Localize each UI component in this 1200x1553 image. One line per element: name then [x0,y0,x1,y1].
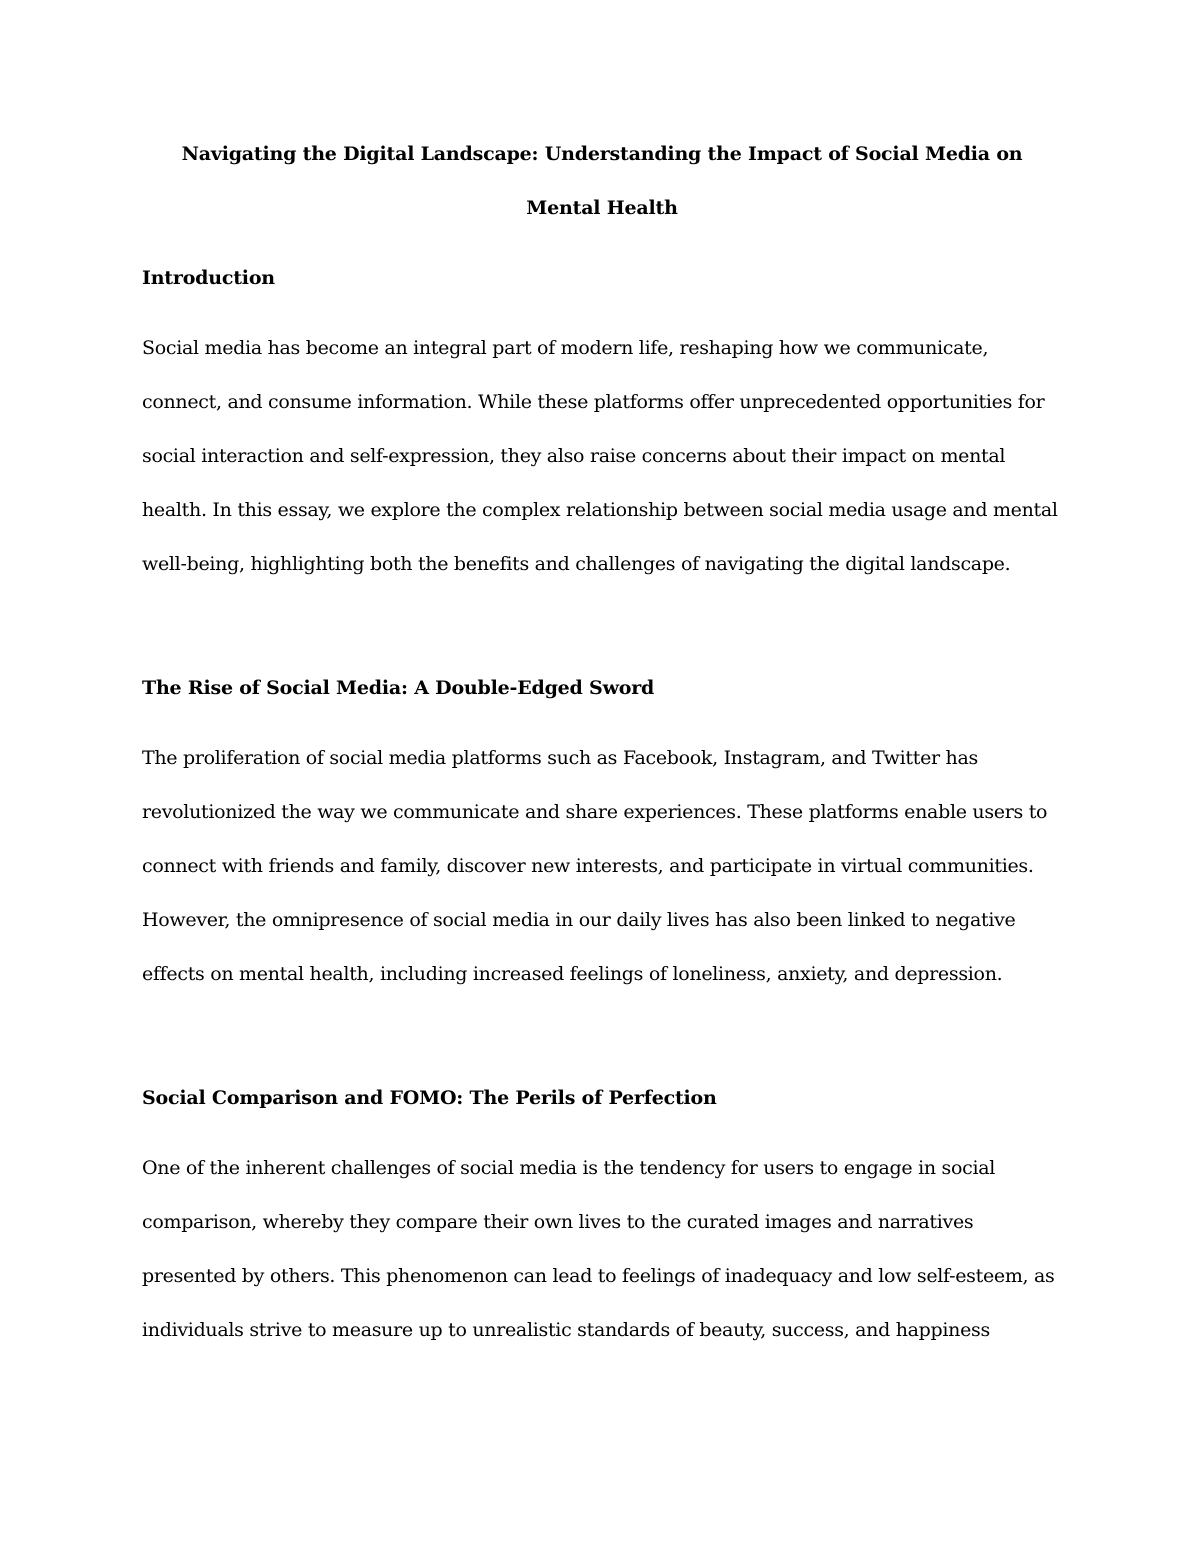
section-heading-introduction: Introduction [142,267,275,289]
section-heading-rise-of-social-media: The Rise of Social Media: A Double-Edged Sword [142,677,655,699]
document-title: Navigating the Digital Landscape: Understanding the Impact of Social Media on Mental Health [181,143,1023,219]
section-heading-social-comparison: Social Comparison and FOMO: The Perils of Perfection [142,1087,717,1109]
spacer [142,715,1062,731]
document-body [142,127,1062,1357]
section-paragraph-introduction: Social media has become an integral part of modern life, reshaping how we communicate, connect, and consume information. While these platforms offer unprecedented opportunities for social interaction and self-expression, they also raise concerns about their impact on mental health. In this essay, we explore the complex relationship between social media usage and mental well-being, highlighting both the benefits and challenges of navigating the digital landscape. [142,337,1058,575]
spacer [142,305,1062,321]
section-paragraph-rise-of-social-media: The proliferation of social media platforms such as Facebook, Instagram, and Twitter has revolutionized the way we communicate and share experiences. These platforms enable users to connect with friends and family, discover new interests, and participate in virtual communities. However, the omnipresence of social media in our daily lives has also been linked to negative effects on mental health, including increased feelings of loneliness, anxiety, and depression. [142,747,1048,985]
spacer [142,235,1062,251]
spacer [142,1125,1062,1141]
spacer [142,1001,1062,1071]
spacer [142,591,1062,661]
section-paragraph-social-comparison: One of the inherent challenges of social media is the tendency for users to engage in social comparison, whereby they compare their own lives to the curated images and narratives presented by others. This phenomenon can lead to feelings of inadequacy and low self-esteem, as individuals strive to measure up to unrealistic standards of beauty, success, and happiness [142,1157,1055,1341]
